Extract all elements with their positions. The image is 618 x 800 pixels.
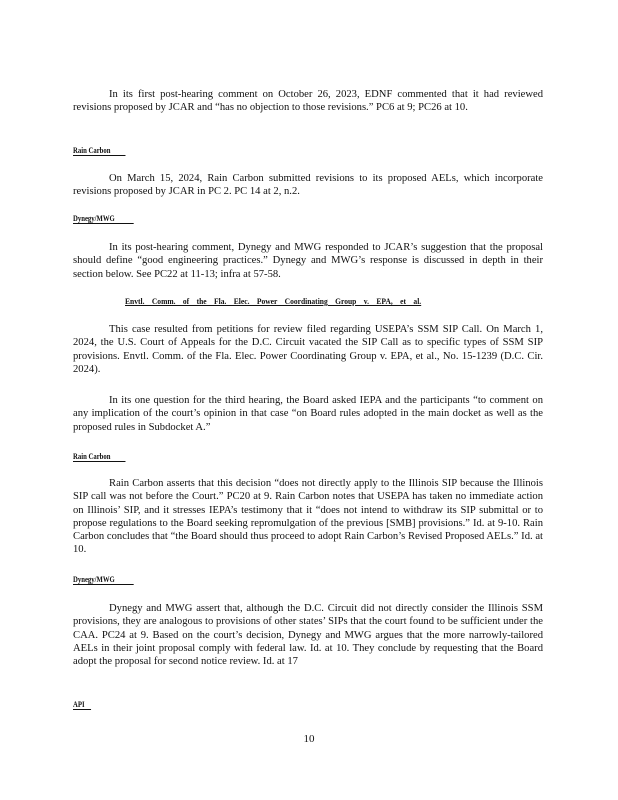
heading-api: API [73,700,91,711]
page-number: 10 [303,733,315,745]
paragraph-ednf-comment: In its first post-hearing comment on October 26, 2023, EDNF commented that it had reviewed revisions proposed by JCAR and “has no objection to those revisions.” PC6 at 9; PC26 at 10. [73,89,543,114]
paragraph-rain-carbon-assertion: Rain Carbon asserts that this decision “does not directly apply to the Illinois SIP because the Illinois SIP call was not before the Court.” PC20 at 9. Rain Carbon notes that USEPA has taken no immediate action on Illinois’ SIP, and it stresses IEPA’s testimony that it “does not intend to withdraw its SIP submittal or to propose regulations to the Board seeking repromulgation of the previous [SMB] provisions.” Id. at 9-10. Rain Carbon concludes that “the Board should thus proceed to adopt Rain Carbon’s Revised Proposed AELs.” Id. at 10. [73,478,543,556]
paragraph-board-question: In its one question for the third hearing, the Board asked IEPA and the participants “to comment on any implication of the court’s opinion in that case “on Board rules adopted in the main docket as well as the proposed rules in Subdocket A.” [73,395,543,433]
paragraph-case-background: This case resulted from petitions for review filed regarding USEPA’s SSM SIP Call. On March 1, 2024, the U.S. Court of Appeals for the D.C. Circuit vacated the SIP Call as to specific types of SSM SIP provisions. Envtl. Comm. of the Fla. Elec. Power Coordinating Group v. EPA, et al., No. 15-1239 (D.C. Cir. 2024). [73,324,543,375]
heading-dynegy-mwg: Dynegy/MWG [73,214,134,225]
paragraph-dynegy-jcar-response: In its post-hearing comment, Dynegy and MWG responded to JCAR’s suggestion that the proposal should define “good engineering practices.” Dynegy and MWG’s response is discussed in depth in their section below. See PC22 at 11-13; infra at 57-58. [73,242,543,280]
paragraph-dynegy-assertion: Dynegy and MWG assert that, although the D.C. Circuit did not directly consider the Illinois SSM provisions, they are analogous to provisions of other states’ SIPs that the court found to be sufficient under the CAA. PC24 at 9. Based on the court’s decision, Dynegy and MWG argues that the more narrowly-tailored AELs in their joint proposal comply with federal law. Id. at 10. They conclude by requesting that the Board adopt the proposal for second notice review. Id. at 17 [73,603,543,668]
heading-dynegy-mwg-2: Dynegy/MWG [73,575,134,586]
paragraph-rain-carbon-revisions: On March 15, 2024, Rain Carbon submitted revisions to its proposed AELs, which incorporate revisions proposed by JCAR in PC 2. PC 14 at 2, n.2. [73,173,543,198]
heading-case-title: Envtl. Comm. of the Fla. Elec. Power Coordinating Group v. EPA, et al. [125,297,422,306]
heading-rain-carbon-2: Rain Carbon [73,452,125,463]
heading-rain-carbon: Rain Carbon [73,146,125,157]
